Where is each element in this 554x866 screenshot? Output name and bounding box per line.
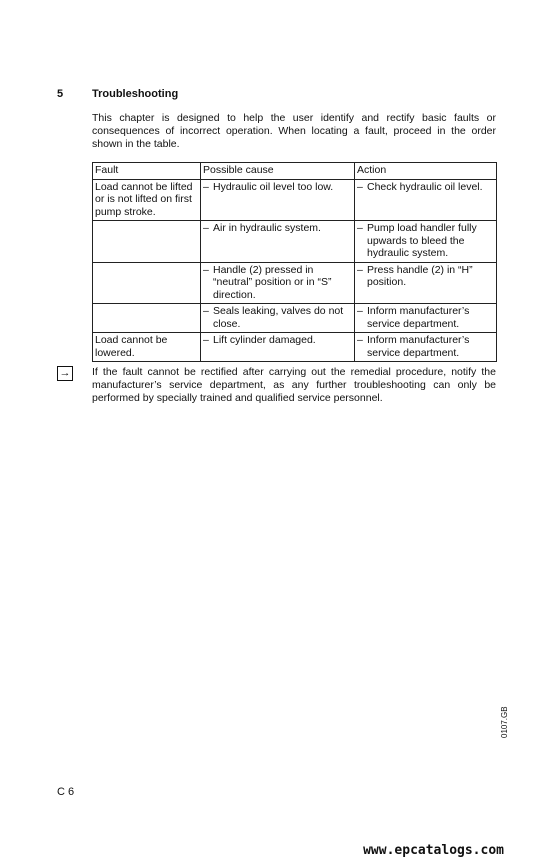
fault-cell: Load cannot be lowered. xyxy=(93,333,201,362)
troubleshooting-table xyxy=(92,162,497,362)
header-action: Action xyxy=(355,163,497,180)
action-cell: – Inform manufacturer’s service department. xyxy=(355,333,497,362)
fault-cell xyxy=(93,304,201,333)
cause-cell: – Lift cylinder damaged. xyxy=(201,333,355,362)
document-code: 0107.GB xyxy=(500,706,509,738)
action-text: Press handle (2) in “H” position. xyxy=(367,263,473,288)
cause-text: Handle (2) pressed in “neutral” position or in “S” direction. xyxy=(213,263,332,301)
cause-text: Lift cylinder damaged. xyxy=(213,334,316,346)
action-cell: – Check hydraulic oil level. xyxy=(355,179,497,221)
table-row xyxy=(93,304,497,333)
page-number: C 6 xyxy=(57,786,75,798)
cause-cell: – Air in hydraulic system. xyxy=(201,221,355,263)
intro-paragraph: This chapter is designed to help the user identify and rectify basic faults or consequences of incorrect operation. When locating a fault, proceed in the order shown in the table. xyxy=(92,112,496,150)
action-cell: – Pump load handler fully upwards to bleed the hydraulic system. xyxy=(355,221,497,263)
table-row xyxy=(93,262,497,304)
action-text: Check hydraulic oil level. xyxy=(367,180,483,193)
watermark: www.epcatalogs.com xyxy=(363,843,504,858)
cause-text: Hydraulic oil level too low. xyxy=(213,180,334,193)
header-fault: Fault xyxy=(93,163,201,180)
cause-cell: – Handle (2) pressed in “neutral” position or in “S” direction. xyxy=(201,262,355,304)
cause-cell: – Hydraulic oil level too low. xyxy=(201,179,355,221)
action-text: Pump load handler fully upwards to bleed the hydraulic system. xyxy=(367,222,477,259)
table-row xyxy=(93,333,497,362)
fault-cell: Load cannot be lifted or is not lifted on first pump stroke. xyxy=(93,179,201,221)
action-text: Inform manufacturer’s service department. xyxy=(367,334,470,359)
section-number: 5 xyxy=(57,88,64,100)
section-title: Troubleshooting xyxy=(92,88,179,100)
cause-cell: – Seals leaking, valves do not close. xyxy=(201,304,355,333)
cause-text: Air in hydraulic system. xyxy=(213,222,321,234)
fault-cell xyxy=(93,262,201,304)
table-row xyxy=(93,179,497,221)
fault-cell xyxy=(93,221,201,263)
note-paragraph: If the fault cannot be rectified after carrying out the remedial procedure, notify the manufacturer’s service department, as any further troubleshooting can only be performed by specially trained and qualified service personnel. xyxy=(92,366,496,404)
cause-text: Seals leaking, valves do not close. xyxy=(213,305,344,330)
table-header-row xyxy=(93,163,497,180)
arrow-right-icon: → xyxy=(57,366,73,381)
action-cell: – Inform manufacturer’s service department. xyxy=(355,304,497,333)
table-row xyxy=(93,221,497,263)
action-text: Inform manufacturer’s service department. xyxy=(367,305,470,330)
header-possible-cause: Possible cause xyxy=(201,163,355,180)
action-cell: – Press handle (2) in “H” position. xyxy=(355,262,497,304)
